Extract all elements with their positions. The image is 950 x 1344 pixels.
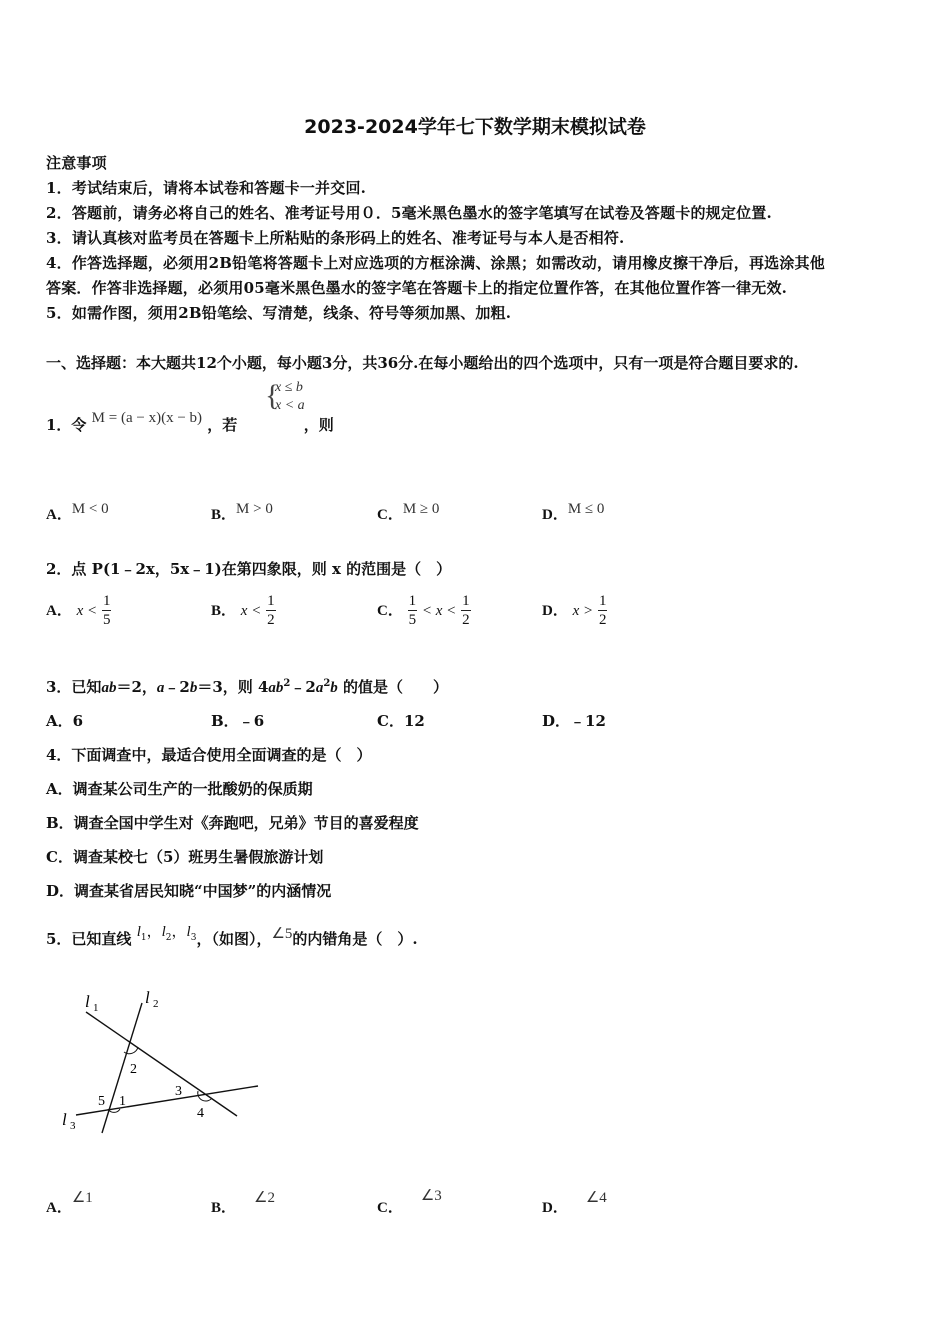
q1-system-row-1: x ≤ b xyxy=(275,380,303,395)
q3-option-c[interactable]: C．12 xyxy=(377,712,425,730)
q2-option-a[interactable]: A． x < $\frac{1}{5}$ xyxy=(46,593,111,628)
q2-option-d[interactable]: D． x > $\frac{1}{2}$ xyxy=(542,593,607,628)
q5-figure xyxy=(52,985,272,1135)
q1-system-row-2: x < a xyxy=(275,398,305,413)
q1-inequality-system: { x ≤ b x < a xyxy=(265,379,305,413)
fraction: $\frac{1}{2}$ xyxy=(267,593,275,628)
line-l1 xyxy=(86,1012,237,1116)
note-item: 3．请认真核对监考员在答题卡上所粘贴的条形码上的姓名、准考证号与本人是否相符. xyxy=(46,229,625,247)
q3-option-d[interactable]: D．﹣12 xyxy=(542,712,606,730)
q5-option-b[interactable]: B．∠2 xyxy=(211,1190,275,1216)
q1-mid: ，若 xyxy=(207,416,238,434)
q4-option-d[interactable]: D．调查某省居民知晓“中国梦”的内涵情况 xyxy=(46,882,332,900)
q1-option-a[interactable]: A．M < 0 xyxy=(46,501,109,523)
fraction: $\frac{1}{2}$ xyxy=(598,593,607,628)
q4-option-c[interactable]: C．调查某校七（5）班男生暑假旅游计划 xyxy=(46,848,324,866)
fraction: $\frac{1}{5}$ xyxy=(102,593,111,628)
question-3-stem: 3．已知ab＝2，a﹣2b＝3，则 $4ab^2﹣2a^2b$ 的值是（ ） xyxy=(46,678,449,696)
q1-number: 1．令 xyxy=(46,416,87,434)
q2-option-b[interactable]: B． x < $\frac{1}{2}$ xyxy=(211,593,275,628)
section-heading: 一、选择题：本大题共12个小题，每小题3分，共36分.在每小题给出的四个选项中，只有一项是符合题目要求的. xyxy=(46,354,799,372)
q4-option-b[interactable]: B．调查全国中学生对《奔跑吧，兄弟》节目的喜爱程度 xyxy=(46,814,419,832)
question-1-stem xyxy=(46,410,334,435)
label-l3-sub: 3 xyxy=(70,1120,76,1132)
question-5-stem: 5．已知直线 $l_1$，$l_2$，$l_3$，（如图），∠5的内错角是（ ）. xyxy=(46,922,418,948)
angle-arc-2 xyxy=(124,1047,138,1054)
label-l1: l xyxy=(85,992,90,1011)
q5-option-c[interactable]: C．∠3 xyxy=(377,1188,442,1216)
notes-heading: 注意事项 xyxy=(46,154,107,172)
angle-arc-4 xyxy=(198,1091,212,1101)
fraction: $\frac{1}{5}$ xyxy=(408,593,417,628)
fraction: $\frac{1}{2}$ xyxy=(462,593,470,628)
page-title: 2023-2024学年七下数学期末模拟试卷 xyxy=(304,116,646,138)
angle-label-3: 3 xyxy=(175,1084,182,1099)
angle-label-1: 1 xyxy=(119,1094,126,1109)
label-l3: l xyxy=(62,1110,67,1129)
note-item: 答案．作答非选择题，必须用05毫米黑色墨水的签字笔在答题卡上的指定位置作答，在其他位置作答一律无效. xyxy=(46,279,788,297)
angle-label-5: 5 xyxy=(98,1094,105,1109)
q1-end: ，则 xyxy=(303,416,334,434)
q3-option-b[interactable]: B．﹣6 xyxy=(211,712,265,730)
q3-option-a[interactable]: A．6 xyxy=(46,712,84,730)
note-item: 1．考试结束后，请将本试卷和答题卡一并交回. xyxy=(46,179,367,197)
note-item: 4．作答选择题，必须用2B铅笔将答题卡上对应选项的方框涂满、涂黑；如需改动，请用橡皮擦干净后，再选涂其他 xyxy=(46,254,825,272)
note-item: 2．答题前，请务必将自己的姓名、准考证号用０．5毫米黑色墨水的签字笔填写在试卷及答题卡的规定位置. xyxy=(46,204,772,222)
label-l2-sub: 2 xyxy=(153,998,159,1010)
note-item: 5．如需作图，须用2B铅笔绘、写清楚，线条、符号等须加黑、加粗. xyxy=(46,304,512,322)
question-2-stem: 2．点 P(1﹣2x，5x﹣1)在第四象限，则 x 的范围是（ ） xyxy=(46,560,452,578)
q1-option-c[interactable]: C．M ≥ 0 xyxy=(377,501,440,523)
label-l2: l xyxy=(145,988,150,1007)
q1-option-b[interactable]: B．M > 0 xyxy=(211,501,273,523)
question-4-stem: 4．下面调查中，最适合使用全面调查的是（ ） xyxy=(46,746,372,764)
q4-option-a[interactable]: A．调查某公司生产的一批酸奶的保质期 xyxy=(46,780,313,798)
angle-label-2: 2 xyxy=(130,1062,137,1077)
angle-label-4: 4 xyxy=(197,1106,204,1121)
q5-option-a[interactable]: A．∠1 xyxy=(46,1190,93,1216)
q1-option-d[interactable]: D．M ≤ 0 xyxy=(542,501,605,523)
q5-option-d[interactable]: D．∠4 xyxy=(542,1190,607,1216)
label-l1-sub: 1 xyxy=(93,1002,99,1014)
q2-option-c[interactable]: C． $\frac{1}{5}$ < x < $\frac{1}{2}$ xyxy=(377,593,470,628)
q1-expression: M = (a − x)(x − b) xyxy=(91,410,203,426)
